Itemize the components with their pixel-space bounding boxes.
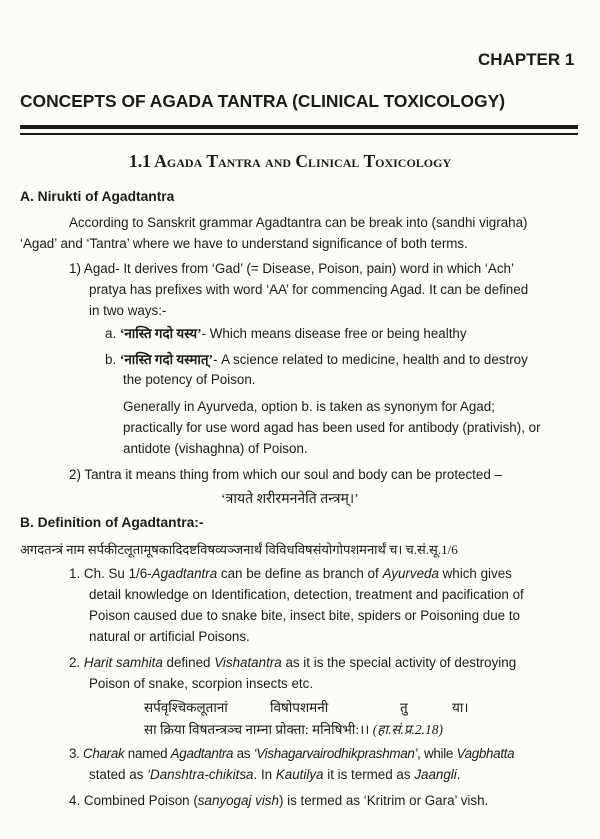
chapter-title: CONCEPTS OF AGADA TANTRA (CLINICAL TOXICOLOGY) [20, 91, 505, 111]
general-line-1: Generally in Ayurveda, option b. is taken as synonym for Agad; [123, 399, 495, 414]
def-item-3-line-1 [69, 746, 514, 761]
def-item-1-line-3: Poison caused due to snake bite, insect bite, spiders or Poisoning due to [89, 608, 521, 623]
def-item-2-line-1 [69, 655, 516, 670]
sub-item-b [105, 350, 528, 368]
def-item-3-l2d: Kautilya [275, 767, 324, 782]
def-item-1-line-4: natural or artificial Poisons. [89, 629, 250, 644]
sub-a-marker: a. [105, 326, 117, 341]
section-b-heading: B. Definition of Agadtantra:- [20, 515, 204, 530]
tantra-sanskrit: ‘त्रायते शरीरमननेति तन्त्रम्।’ [221, 492, 359, 507]
def-item-1-term: Agadtantra [151, 566, 218, 581]
intro-line-1: According to Sanskrit grammar Agadtantra can be break into (sandhi vigraha) [69, 215, 528, 230]
sub-a-sanskrit: ‘नास्ति गदो यस्य’ [119, 326, 202, 341]
def-item-3-num: 3. [69, 746, 80, 761]
agad-item-line-2: pratya has prefixes with word ‘AA’ for commencing Agad. It can be defined [89, 282, 529, 297]
title-rule-thick [20, 125, 578, 129]
def-item-3-t2: as [236, 746, 251, 761]
definition-verse: अगदतन्त्रं नाम सर्पकीटलूतामूषकादिदष्टविषव्यञ्जनार्थं विविधविषसंयोगोपशमनार्थं च। च.सं.सू.1/6 [20, 542, 458, 557]
tantra-item-line-1: 2) Tantra it means thing from which our soul and body can be protected – [69, 467, 502, 482]
def-item-3-t3: , while [417, 746, 454, 761]
harit-verse-2: सा क्रिया विषतन्त्रञ्च नाम्ना प्रोक्ता: मनिषिभी:।। [144, 722, 370, 737]
sub-a-text: - Which means disease free or being healthy [201, 326, 467, 341]
def-item-4-line-1 [69, 793, 488, 808]
def-item-3-t1: named [127, 746, 168, 761]
def-item-2-line-2: Poison of snake, scorpion insects etc. [89, 676, 314, 691]
def-item-2-term: Harit samhita [83, 655, 163, 670]
def-item-3-l2e: it is termed as [327, 767, 411, 782]
def-item-1-t2: which gives [442, 566, 512, 581]
harit-verse-w2: विषोपशमनी [270, 700, 329, 715]
chapter-label: CHAPTER 1 [478, 50, 575, 69]
harit-verse-w3: तु [400, 700, 408, 715]
def-item-1-num: 1. [69, 566, 81, 581]
harit-verse-line-2 [144, 720, 443, 738]
def-item-1-t1: can be define as branch of [220, 566, 379, 581]
def-item-3-term: Charak [83, 746, 125, 761]
harit-verse-w4: या। [452, 700, 469, 715]
harit-verse-ref: (हा.सं.प्र.2.18) [372, 722, 443, 737]
def-item-4-num: 4. [69, 793, 81, 808]
section-a-heading: A. Nirukti of Agadtantra [20, 189, 175, 204]
def-item-3-l2f: Jaangli [414, 767, 457, 782]
title-rule-thin [20, 133, 578, 135]
def-item-3-term2: Agadtantra [170, 746, 234, 761]
def-item-4-t2: ) is termed as ‘Kritrim or Gara’ vish. [278, 793, 489, 808]
def-item-3-l2g: . [456, 767, 461, 782]
def-item-1-line-2: detail knowledge on Identification, detection, treatment and pacification of [89, 587, 524, 602]
sub-b-sanskrit: ‘नास्ति गदो यस्मात्’ [119, 352, 213, 367]
def-item-3-l2a: stated as [89, 767, 144, 782]
def-item-3-term3: ‘Vishagarvairodhikprashman’ [253, 746, 418, 761]
def-item-3-term4: Vagbhatta [456, 746, 515, 761]
sub-b-line-2: the potency of Poison. [123, 372, 256, 387]
agad-item-line-3: in two ways:- [89, 303, 167, 318]
def-item-2-t2: as it is the special activity of destroying [285, 655, 517, 670]
def-item-1-ref: Ch. Su 1/6- [83, 566, 152, 581]
def-item-1-term2: Ayurveda [382, 566, 439, 581]
general-line-2: practically for use word agad has been used for antibody (prativish), or [123, 420, 541, 435]
def-item-4-term: sanyogaj vish [197, 793, 279, 808]
intro-line-2: ‘Agad’ and ‘Tantra’ where we have to understand significance of both terms. [20, 236, 468, 251]
sub-item-a [105, 324, 467, 342]
def-item-3-line-2 [89, 767, 460, 782]
sub-b-marker: b. [105, 352, 117, 367]
agad-item-line-1: 1) Agad- It derives from ‘Gad’ (= Disease, Poison, pain) word in which ‘Ach’ [69, 261, 514, 276]
def-item-2-term2: Vishatantra [214, 655, 282, 670]
def-item-4-t1: Combined Poison ( [83, 793, 198, 808]
def-item-2-num: 2. [69, 655, 81, 670]
general-line-3: antidote (vishaghna) of Poison. [123, 441, 308, 456]
def-item-3-l2c: . In [253, 767, 273, 782]
sub-b-text: - A science related to medicine, health and to destroy [212, 352, 528, 367]
def-item-3-l2b: ‘Danshtra-chikitsa [147, 767, 254, 782]
def-item-2-t1: defined [166, 655, 211, 670]
harit-verse-w1: सर्पवृश्चिकलूतानां [144, 700, 228, 715]
def-item-1-line-1 [69, 566, 512, 581]
section-heading: 1.1 Agada Tantra and Clinical Toxicology [129, 151, 452, 171]
